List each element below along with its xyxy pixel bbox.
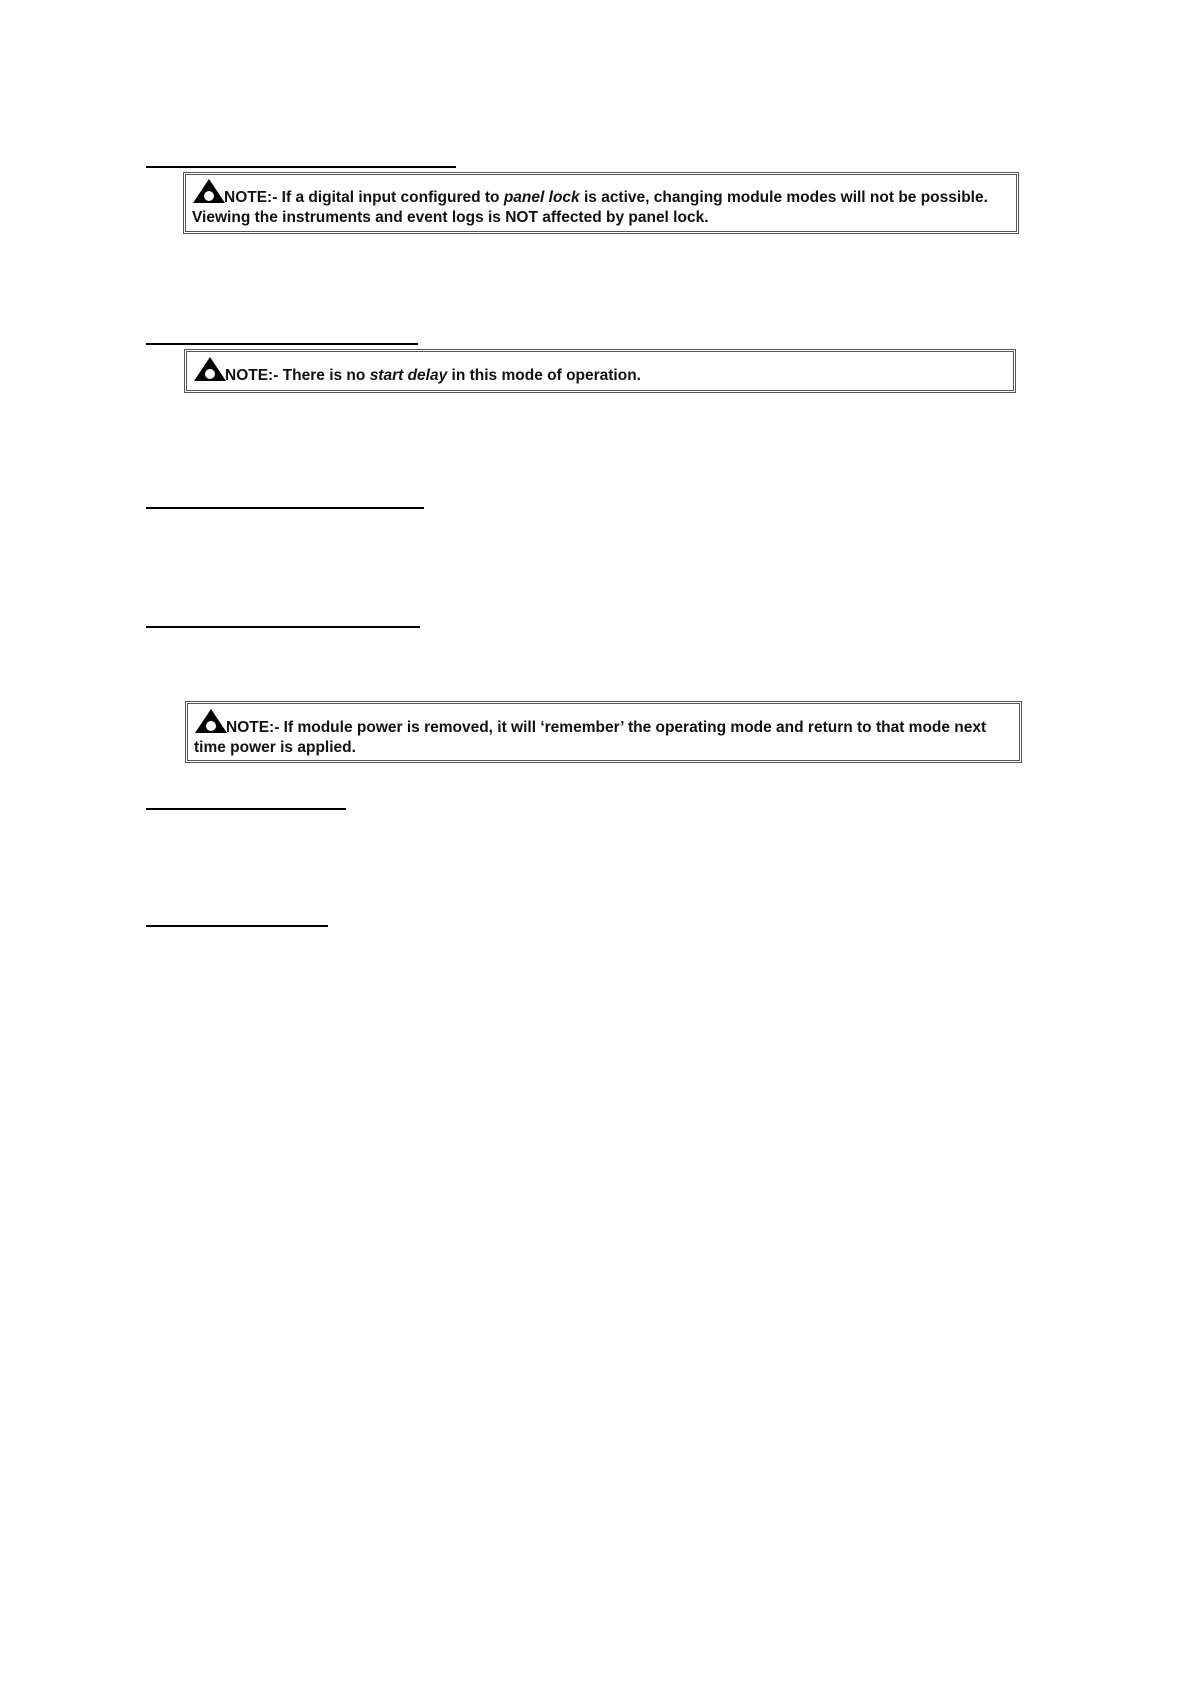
note-box-start-delay bbox=[184, 349, 1016, 393]
note-text-emphasis: start delay bbox=[369, 367, 448, 384]
note-text-prefix: NOTE:- If a digital input configured to bbox=[224, 189, 504, 206]
warning-triangle-icon bbox=[193, 356, 225, 382]
section-rule-1 bbox=[146, 166, 456, 168]
section-rule-4 bbox=[146, 626, 420, 628]
note-box-panel-lock bbox=[183, 172, 1019, 234]
note-text-suffix: is active, changing module modes will not be possible. Viewing the instruments and event logs is NOT affected by panel lock. bbox=[192, 189, 988, 226]
section-rule-6 bbox=[146, 925, 328, 927]
section-rule-3 bbox=[146, 507, 424, 509]
note-box-power-removed bbox=[185, 701, 1022, 763]
warning-triangle-icon bbox=[194, 708, 226, 734]
warning-triangle-icon bbox=[192, 178, 224, 204]
section-rule-5 bbox=[146, 808, 346, 810]
section-rule-2 bbox=[146, 343, 418, 345]
note-text-prefix: NOTE:- If module power is removed, it will ‘remember’ the operating mode and return to that mode next time power is applied. bbox=[194, 719, 987, 756]
note-text-emphasis: panel lock bbox=[503, 189, 580, 206]
note-text-prefix: NOTE:- There is no bbox=[225, 367, 370, 384]
note-text-suffix: in this mode of operation. bbox=[447, 367, 641, 384]
